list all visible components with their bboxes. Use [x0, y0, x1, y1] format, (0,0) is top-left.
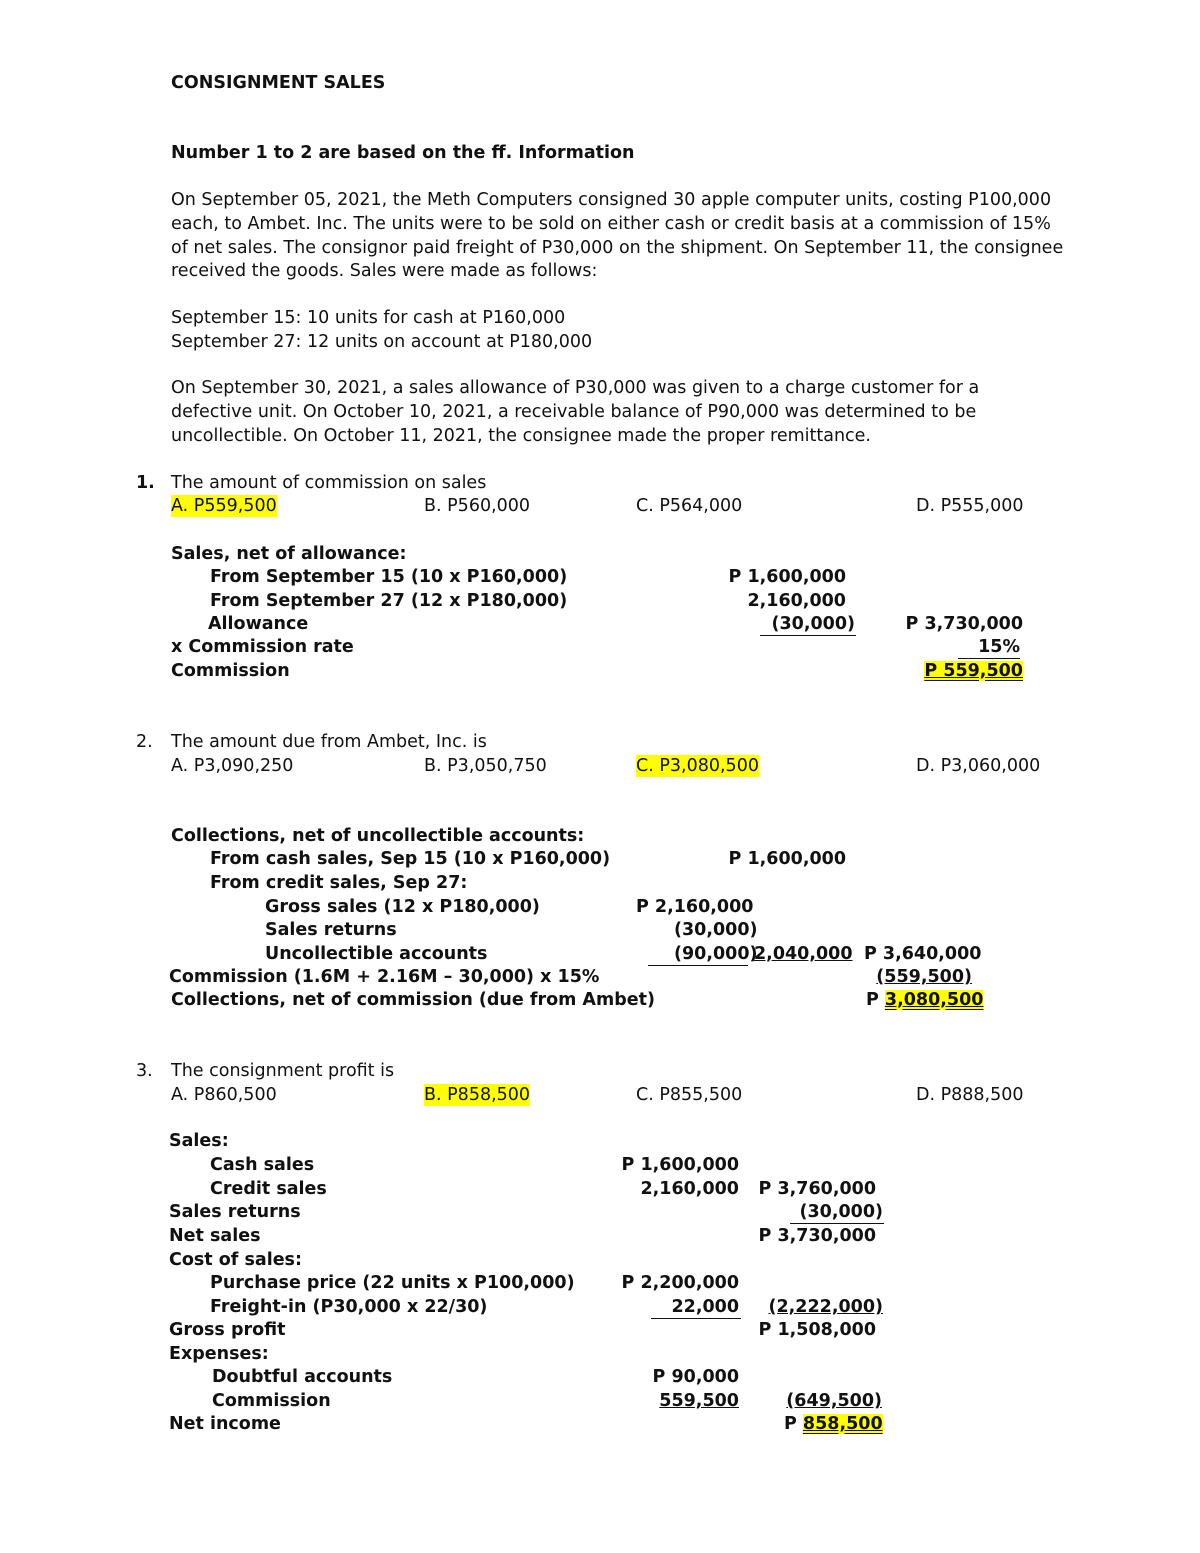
solution-heading: Cost of sales: [169, 1250, 302, 1270]
choice-b: B. P3,050,750 [424, 756, 547, 776]
choice-c: C. P855,500 [636, 1085, 743, 1105]
solution-value: P 2,200,000 [621, 1273, 739, 1293]
question-number: 3. [136, 1061, 153, 1081]
solution-subtotal: 2,040,000 [754, 944, 853, 964]
choice-c-answer: C. P3,080,500 [636, 756, 759, 776]
paragraph-line: uncollectible. On October 11, 2021, the consignee made the proper remittance. [171, 426, 871, 446]
solution-label: Freight-in (P30,000 x 22/30) [210, 1297, 488, 1317]
choice-a: A. P860,500 [171, 1085, 277, 1105]
solution-label: From September 15 (10 x P160,000) [210, 567, 568, 587]
choice-d: D. P3,060,000 [916, 756, 1041, 776]
solution-value: 22,000 [671, 1297, 739, 1317]
solution-value: (30,000) [674, 920, 758, 940]
choice-c: C. P564,000 [636, 496, 743, 516]
solution-total: P 3,730,000 [905, 614, 1023, 634]
solution-label: Credit sales [210, 1179, 327, 1199]
question-number: 1. [136, 473, 155, 493]
paragraph-line: received the goods. Sales were made as follows: [171, 261, 598, 281]
solution-value: P 2,160,000 [636, 897, 754, 917]
solution-total: P 3,640,000 [864, 944, 982, 964]
paragraph-line: of net sales. The consignor paid freight of P30,000 on the shipment. On September 11, the consignee [171, 238, 1064, 258]
solution-label: Gross sales (12 x P180,000) [265, 897, 540, 917]
intro-heading: Number 1 to 2 are based on the ff. Information [171, 143, 635, 163]
solution-label: x Commission rate [171, 637, 354, 657]
choice-b: B. P560,000 [424, 496, 531, 516]
solution-value: (559,500) [876, 967, 972, 987]
solution-label: Net income [169, 1414, 281, 1434]
solution-total: (2,222,000) [768, 1297, 883, 1317]
solution-label: Net sales [169, 1226, 261, 1246]
solution-value: (30,000) [799, 1202, 883, 1222]
question-text: The amount due from Ambet, Inc. is [171, 732, 487, 752]
solution-value: P 1,600,000 [728, 849, 846, 869]
solution-value: P 1,600,000 [728, 567, 846, 587]
solution-value: 559,500 [659, 1391, 739, 1411]
choice-a: A. P3,090,250 [171, 756, 294, 776]
choice-d: D. P555,000 [916, 496, 1024, 516]
paragraph-line: each, to Ambet. Inc. The units were to be sold on either cash or credit basis at a commission of 15% [171, 214, 1051, 234]
answer-highlight: P 858,500 [784, 1414, 883, 1434]
solution-heading: Collections, net of uncollectible accounts: [171, 826, 585, 846]
question-number: 2. [136, 732, 153, 752]
solution-label: Uncollectible accounts [265, 944, 488, 964]
solution-label: Commission [171, 661, 290, 681]
choice-a-answer: A. P559,500 [171, 496, 277, 516]
solution-label: Doubtful accounts [212, 1367, 393, 1387]
paragraph-line: defective unit. On October 10, 2021, a receivable balance of P90,000 was determined to be [171, 402, 977, 422]
solution-heading: Sales, net of allowance: [171, 544, 407, 564]
solution-value: P 1,508,000 [758, 1320, 876, 1340]
solution-value: 2,160,000 [640, 1179, 739, 1199]
solution-label: Commission [212, 1391, 331, 1411]
solution-value: 2,160,000 [747, 591, 846, 611]
solution-value: P 3,730,000 [758, 1226, 876, 1246]
choice-d: D. P888,500 [916, 1085, 1024, 1105]
solution-label: Cash sales [210, 1155, 315, 1175]
question-text: The consignment profit is [171, 1061, 395, 1081]
solution-label: Gross profit [169, 1320, 286, 1340]
solution-heading: Expenses: [169, 1344, 269, 1364]
answer-highlight: P 559,500 [924, 661, 1023, 681]
solution-total: (649,500) [786, 1391, 882, 1411]
solution-value: 15% [978, 637, 1020, 657]
choice-b-answer: B. P858,500 [424, 1085, 531, 1105]
document-title: CONSIGNMENT SALES [171, 73, 386, 93]
paragraph-line: On September 05, 2021, the Meth Computers consigned 30 apple computer units, costing P100,000 [171, 190, 1052, 210]
solution-label: From September 27 (12 x P180,000) [210, 591, 568, 611]
sales-line: September 15: 10 units for cash at P160,000 [171, 308, 566, 328]
answer-highlight: P 3,080,500 [866, 990, 984, 1010]
solution-label: Sales returns [169, 1202, 301, 1222]
sales-line: September 27: 12 units on account at P180,000 [171, 332, 593, 352]
solution-value: P 90,000 [652, 1367, 739, 1387]
paragraph-line: On September 30, 2021, a sales allowance of P30,000 was given to a charge customer for a [171, 378, 980, 398]
solution-label: From credit sales, Sep 27: [210, 873, 468, 893]
solution-label: Collections, net of commission (due from Ambet) [171, 990, 655, 1010]
question-text: The amount of commission on sales [171, 473, 487, 493]
solution-value: P 1,600,000 [621, 1155, 739, 1175]
solution-value: (30,000) [771, 614, 855, 634]
solution-heading: Sales: [169, 1131, 229, 1151]
solution-total: P 3,760,000 [758, 1179, 876, 1199]
solution-label: Allowance [208, 614, 309, 634]
solution-label: Sales returns [265, 920, 397, 940]
solution-label: Commission (1.6M + 2.16M – 30,000) x 15% [169, 967, 600, 987]
solution-label: Purchase price (22 units x P100,000) [210, 1273, 575, 1293]
solution-label: From cash sales, Sep 15 (10 x P160,000) [210, 849, 611, 869]
solution-value: (90,000) [674, 944, 758, 964]
